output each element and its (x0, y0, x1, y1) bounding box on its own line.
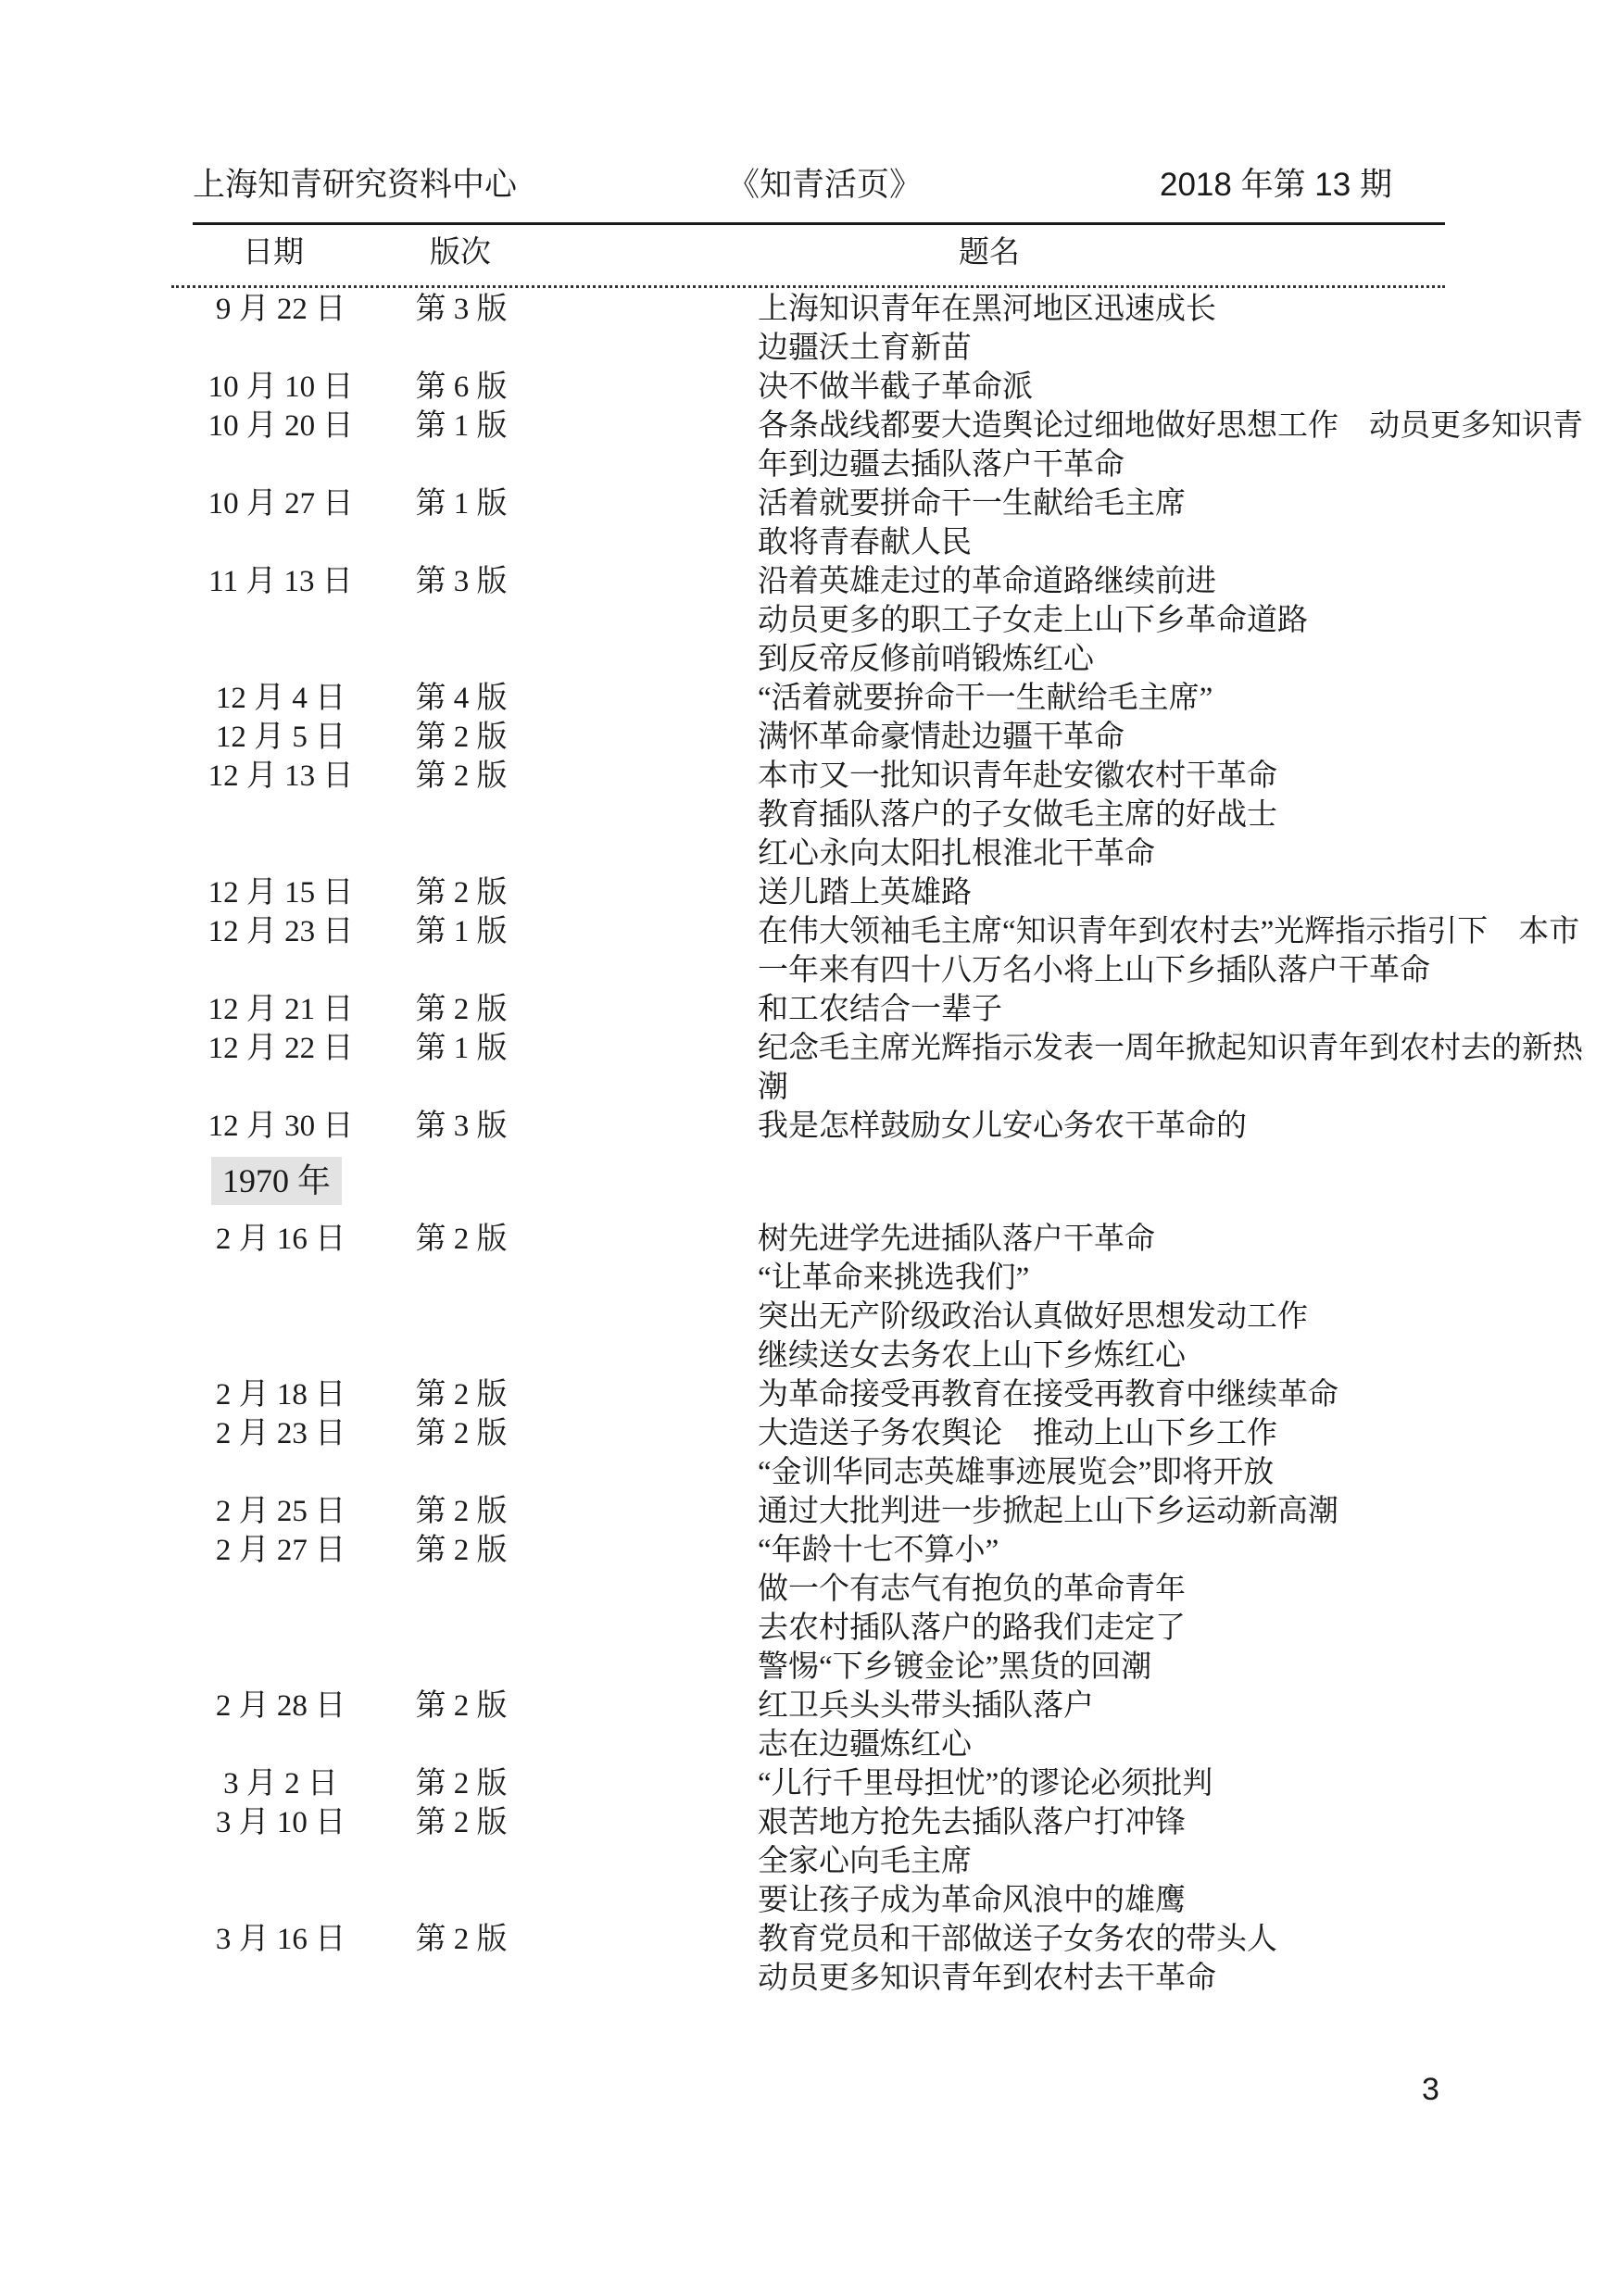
entry-page: 第 2 版 (415, 1417, 508, 1450)
entry-page: 第 3 版 (415, 565, 508, 598)
table-row (0, 1492, 1621, 1531)
entry-date: 12 月 23 日 (207, 915, 354, 948)
table-row (0, 873, 1621, 912)
entry-title: 去农村插队落户的路我们走定了 (758, 1612, 1186, 1645)
entry-title: “儿行千里母担忧”的谬论必须批判 (758, 1767, 1213, 1800)
entry-page: 第 1 版 (415, 1032, 508, 1065)
entry-page: 第 2 版 (415, 1534, 508, 1567)
entry-page: 第 2 版 (415, 1495, 508, 1528)
entry-date: 2 月 18 日 (215, 1378, 346, 1411)
entry-titles (758, 1414, 1610, 1492)
entry-titles (758, 1764, 1610, 1803)
entry-date: 2 月 28 日 (215, 1689, 346, 1723)
entry-title: 志在边疆炼红心 (758, 1728, 972, 1762)
entry-page: 第 2 版 (415, 1689, 508, 1723)
entry-title: 突出无产阶级政治认真做好思想发动工作 (758, 1300, 1308, 1334)
entry-titles (758, 562, 1610, 679)
entry-date: 12 月 5 日 (215, 721, 346, 754)
table-row (0, 290, 1621, 368)
table-row (0, 757, 1621, 873)
entry-titles (758, 679, 1610, 718)
entry-page: 第 2 版 (415, 1378, 508, 1411)
entry-titles (758, 1492, 1610, 1531)
entry-page: 第 2 版 (415, 721, 508, 754)
table-row (0, 1414, 1621, 1492)
entry-title: 动员更多的职工子女走上山下乡革命道路 (758, 604, 1308, 637)
entry-date: 3 月 10 日 (215, 1806, 346, 1839)
table-row (0, 1531, 1621, 1687)
entry-title: 教育插队落户的子女做毛主席的好战士 (758, 798, 1277, 832)
entry-title: 送儿踏上英雄路 (758, 876, 972, 910)
entry-page: 第 2 版 (415, 993, 508, 1026)
entry-title: 纪念毛主席光辉指示发表一周年掀起知识青年到农村去的新热潮 (758, 1032, 1583, 1104)
table-row (0, 990, 1621, 1029)
entry-page: 第 6 版 (415, 370, 508, 404)
entry-page: 第 3 版 (415, 293, 508, 326)
entry-title: 继续送女去务农上山下乡炼红心 (758, 1339, 1186, 1373)
header-rule (193, 222, 1445, 225)
entry-titles (758, 407, 1610, 484)
entry-date: 2 月 25 日 (215, 1495, 346, 1528)
entry-page: 第 2 版 (415, 1223, 508, 1256)
entry-title: “年龄十七不算小” (758, 1534, 999, 1567)
entry-date: 2 月 16 日 (215, 1223, 346, 1256)
entry-title: 树先进学先进插队落户干革命 (758, 1223, 1155, 1256)
table-row (0, 1220, 1621, 1375)
entry-page: 第 1 版 (415, 409, 508, 443)
entry-date: 11 月 13 日 (208, 565, 353, 598)
entry-page: 第 1 版 (415, 915, 508, 948)
entry-titles (758, 368, 1610, 407)
entry-title: 为革命接受再教育在接受再教育中继续革命 (758, 1378, 1338, 1411)
entry-title: 动员更多知识青年到农村去干革命 (758, 1962, 1216, 1995)
entry-titles (758, 912, 1610, 990)
entries-table (0, 290, 1621, 1998)
entry-titles (758, 1107, 1610, 1146)
entry-page: 第 2 版 (415, 1806, 508, 1839)
entry-titles (758, 1375, 1610, 1414)
entry-date: 12 月 21 日 (207, 993, 354, 1026)
entry-title: 边疆沃土育新苗 (758, 332, 972, 365)
entry-titles (758, 1029, 1610, 1107)
table-row (0, 368, 1621, 407)
table-row (0, 1107, 1621, 1146)
entry-page: 第 2 版 (415, 876, 508, 910)
entry-titles (758, 718, 1610, 757)
entry-titles (758, 1803, 1610, 1920)
entry-title: 满怀革命豪情赴边疆干革命 (758, 721, 1125, 754)
entry-title: 艰苦地方抢先去插队落户打冲锋 (758, 1806, 1186, 1839)
entry-date: 12 月 4 日 (215, 682, 346, 715)
entry-date: 2 月 27 日 (215, 1534, 346, 1567)
entry-date: 3 月 2 日 (223, 1767, 338, 1800)
table-row (0, 407, 1621, 484)
entry-titles (758, 1531, 1610, 1687)
page-number: 3 (1422, 2072, 1439, 2107)
entry-date: 10 月 20 日 (207, 409, 354, 443)
entry-date: 12 月 22 日 (207, 1032, 354, 1065)
entry-titles (758, 1220, 1610, 1375)
table-row (0, 484, 1621, 562)
entry-page: 第 2 版 (415, 1923, 508, 1956)
entry-date: 12 月 13 日 (207, 759, 354, 793)
entry-page: 第 4 版 (415, 682, 508, 715)
column-header-page: 版次 (430, 234, 491, 269)
entry-date: 9 月 22 日 (215, 293, 346, 326)
header-issue: 2018 年第 13 期 (1160, 167, 1392, 203)
entry-titles (758, 873, 1610, 912)
entry-date: 12 月 15 日 (207, 876, 354, 910)
entry-title: 警惕“下乡镀金论”黑货的回潮 (758, 1650, 1152, 1684)
entry-title: “金训华同志英雄事迹展览会”即将开放 (758, 1456, 1275, 1489)
entry-title: 全家心向毛主席 (758, 1845, 972, 1878)
header-org: 上海知青研究资料中心 (193, 167, 518, 203)
entry-title: “让革命来挑选我们” (758, 1261, 1030, 1295)
entry-title: 各条战线都要大造舆论过细地做好思想工作 动员更多知识青年到边疆去插队落户干革命 (758, 409, 1583, 482)
entry-title: 在伟大领袖毛主席“知识青年到农村去”光辉指示指引下 本市一年来有四十八万名小将上山下乡插队落户干革命 (758, 915, 1580, 987)
entry-date: 3 月 16 日 (215, 1923, 346, 1956)
entry-titles (758, 1920, 1610, 1998)
entry-page: 第 3 版 (415, 1110, 508, 1143)
table-row (0, 562, 1621, 679)
year-heading-row (0, 1146, 1621, 1220)
entry-title: 和工农结合一辈子 (758, 993, 1002, 1026)
entry-titles (758, 1687, 1610, 1764)
entry-titles (758, 990, 1610, 1029)
entry-date: 2 月 23 日 (215, 1417, 346, 1450)
entry-title: 上海知识青年在黑河地区迅速成长 (758, 293, 1216, 326)
entry-page: 第 2 版 (415, 1767, 508, 1800)
header-publication: 《知青活页》 (727, 167, 923, 203)
table-row (0, 679, 1621, 718)
entry-date: 10 月 10 日 (207, 370, 354, 404)
column-header-title: 题名 (959, 234, 1020, 269)
table-row (0, 1687, 1621, 1764)
entry-page: 第 2 版 (415, 759, 508, 793)
entry-title: 敢将青春献人民 (758, 526, 972, 559)
table-row (0, 718, 1621, 757)
entry-title: 到反帝反修前哨锻炼红心 (758, 643, 1094, 676)
year-heading: 1970 年 (211, 1157, 342, 1205)
entry-title: 我是怎样鼓励女儿安心务农干革命的 (758, 1110, 1247, 1143)
entry-title: 教育党员和干部做送子女务农的带头人 (758, 1923, 1277, 1956)
entry-title: 要让孩子成为革命风浪中的雄鹰 (758, 1884, 1186, 1917)
entry-title: 通过大批判进一步掀起上山下乡运动新高潮 (758, 1495, 1338, 1528)
table-row (0, 1764, 1621, 1803)
table-row (0, 1920, 1621, 1998)
table-row (0, 1375, 1621, 1414)
entry-titles (758, 757, 1610, 873)
entry-title: 决不做半截子革命派 (758, 370, 1033, 404)
entry-date: 10 月 27 日 (207, 487, 354, 521)
entry-title: 大造送子务农舆论 推动上山下乡工作 (758, 1417, 1277, 1450)
entry-title: “活着就要拚命干一生献给毛主席” (758, 682, 1213, 715)
column-header-divider (171, 285, 1445, 288)
table-row (0, 912, 1621, 990)
entry-page: 第 1 版 (415, 487, 508, 521)
entry-title: 做一个有志气有抱负的革命青年 (758, 1573, 1186, 1606)
entry-title: 本市又一批知识青年赴安徽农村干革命 (758, 759, 1277, 793)
entry-date: 12 月 30 日 (207, 1110, 354, 1143)
entry-title: 活着就要拼命干一生献给毛主席 (758, 487, 1186, 521)
entry-title: 沿着英雄走过的革命道路继续前进 (758, 565, 1216, 598)
table-row (0, 1029, 1621, 1107)
entry-title: 红卫兵头头带头插队落户 (758, 1689, 1094, 1723)
entry-titles (758, 290, 1610, 368)
entry-title: 红心永向太阳扎根淮北干革命 (758, 837, 1155, 871)
table-row (0, 1803, 1621, 1920)
entry-titles (758, 484, 1610, 562)
column-header-date: 日期 (243, 234, 304, 269)
